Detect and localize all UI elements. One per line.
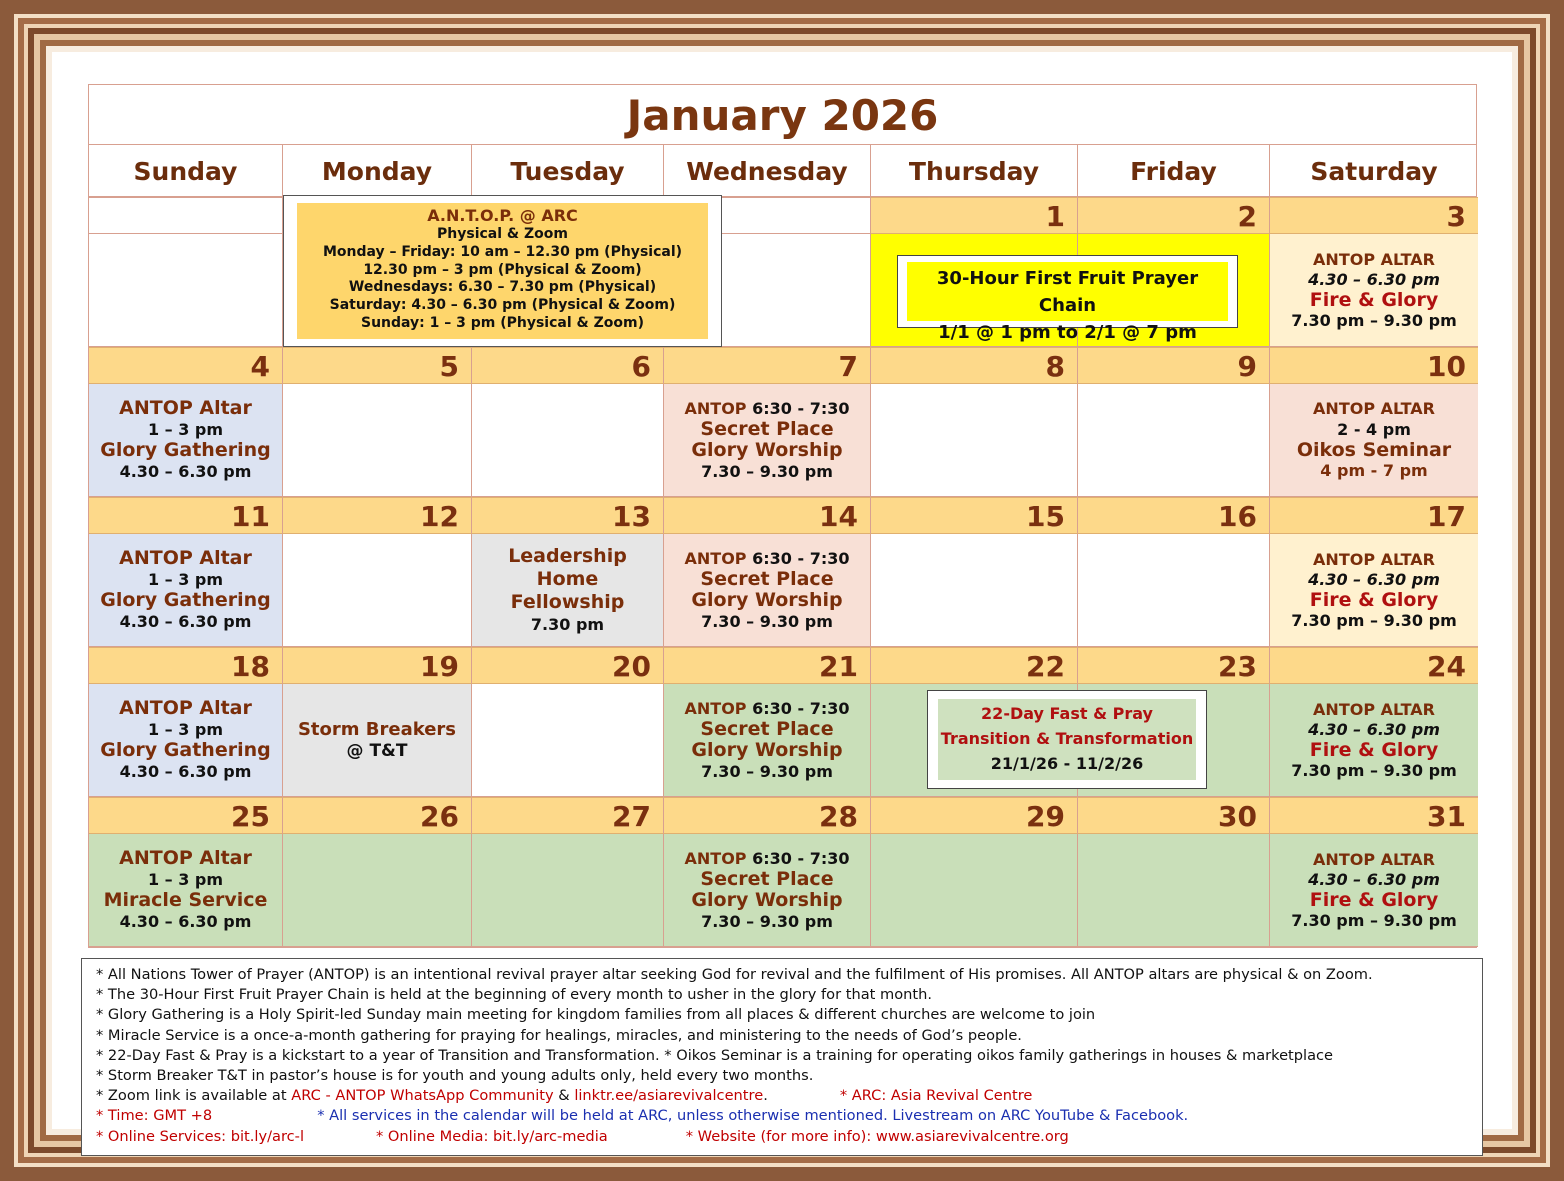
day-cell-event xyxy=(664,384,871,497)
event-time: 4.30 – 6.30 pm xyxy=(119,762,252,781)
date-cell: 26 xyxy=(283,797,472,834)
day-cell xyxy=(89,234,283,347)
date-cell: 18 xyxy=(89,647,283,684)
event-time: 7.30 pm – 9.30 pm xyxy=(1291,310,1457,330)
event-name: Storm Breakers xyxy=(297,719,457,740)
day-cell xyxy=(472,834,664,947)
note-line: * Miracle Service is a once-a-month gathering for praying for healings, miracles, and ministering to the needs of God’s people. xyxy=(96,1026,1022,1044)
event-time: 6:30 - 7:30 xyxy=(752,399,850,418)
date-cell: 5 xyxy=(283,347,472,384)
antop-line: Wednesdays: 6.30 – 7.30 pm (Physical) xyxy=(348,279,657,296)
weekday-header-row xyxy=(89,145,1476,197)
date-cell: 19 xyxy=(283,647,472,684)
day-cell-event xyxy=(1270,534,1478,647)
event-time: 4.30 – 6.30 pm xyxy=(119,612,252,631)
fast-pray-dates: 21/1/26 - 11/2/26 xyxy=(990,754,1144,773)
day-cell-event xyxy=(664,534,871,647)
date-cell: 17 xyxy=(1270,497,1478,534)
date-cell: 1 xyxy=(871,197,1078,234)
day-cell xyxy=(871,834,1078,947)
antop-line: Monday – Friday: 10 am – 12.30 pm (Physical) xyxy=(322,243,683,260)
antop-line: 12.30 pm – 3 pm (Physical & Zoom) xyxy=(363,261,642,278)
event-altar: ANTOP xyxy=(684,549,747,568)
website-link[interactable]: * Website (for more info): www.asiarevivalcentre.org xyxy=(685,1127,1069,1145)
date-cell: 22 xyxy=(871,647,1078,684)
prayer-chain-dates: 1/1 @ 1 pm to 2/1 @ 7 pm xyxy=(938,322,1197,343)
day-cell xyxy=(283,384,472,497)
event-time: 6:30 - 7:30 xyxy=(752,549,850,568)
date-cell: 9 xyxy=(1078,347,1270,384)
date-cell: 21 xyxy=(664,647,871,684)
weekday-header: Sunday xyxy=(89,145,283,197)
event-time: 4.30 – 6.30 pm xyxy=(119,462,252,481)
event-time: 7.30 pm xyxy=(530,615,605,634)
day-cell-event xyxy=(89,834,283,947)
note-line: * 22-Day Fast & Pray is a kickstart to a year of Transition and Transformation. * Oikos Seminar is a training for operating oikos family gatherings in houses & marketplace xyxy=(96,1046,1334,1064)
prayer-chain-panel xyxy=(907,262,1228,343)
date-cell: 4 xyxy=(89,347,283,384)
antop-line: Saturday: 4.30 – 6.30 pm (Physical & Zoom) xyxy=(329,297,676,314)
prayer-chain-box xyxy=(897,255,1238,343)
event-name: Fire & Glory xyxy=(1309,588,1439,611)
event-time: 7.30 – 9.30 pm xyxy=(701,912,833,931)
event-altar: ANTOP ALTAR xyxy=(1313,849,1435,869)
note-line: * Storm Breaker T&T in pastor’s house is for youth and young adults only, held every two months. xyxy=(96,1067,814,1085)
day-cell-event xyxy=(89,684,283,797)
event-time: 6:30 - 7:30 xyxy=(752,849,850,868)
event-time: 4.30 – 6.30 pm xyxy=(1308,719,1440,739)
date-cell: 20 xyxy=(472,647,664,684)
date-cell: 29 xyxy=(871,797,1078,834)
date-cell: 11 xyxy=(89,497,283,534)
day-cell xyxy=(871,384,1078,497)
event-time: 7.30 pm – 9.30 pm xyxy=(1291,610,1457,630)
day-cell xyxy=(283,834,472,947)
event-name: Fire & Glory xyxy=(1309,888,1439,911)
weekday-header: Friday xyxy=(1078,145,1270,197)
antop-line: Physical & Zoom xyxy=(437,226,568,242)
event-time: 4.30 – 6.30 pm xyxy=(1308,869,1440,889)
weekday-header: Thursday xyxy=(871,145,1078,197)
event-name: Glory Worship xyxy=(691,889,843,911)
date-cell: 13 xyxy=(472,497,664,534)
date-cell: 23 xyxy=(1078,647,1270,684)
date-cell: 3 xyxy=(1270,197,1478,234)
event-name: Fire & Glory xyxy=(1309,738,1439,761)
week-row-2-dates xyxy=(89,347,1476,384)
event-altar: ANTOP xyxy=(684,849,747,868)
calendar-title: January 2026 xyxy=(89,85,1476,145)
date-cell: 24 xyxy=(1270,647,1478,684)
event-name: Glory Gathering xyxy=(100,739,271,761)
event-name: Secret Place xyxy=(700,718,834,740)
note-line: * The 30-Hour First Fruit Prayer Chain is held at the beginning of every month to usher in the glory for that month. xyxy=(96,986,933,1004)
date-cell: 8 xyxy=(871,347,1078,384)
event-name: Miracle Service xyxy=(103,889,268,911)
day-cell xyxy=(1078,834,1270,947)
note-text: & xyxy=(553,1087,575,1105)
event-name: Oikos Seminar xyxy=(1296,439,1452,461)
note-text: . xyxy=(763,1087,768,1105)
services-location-note: * All services in the calendar will be held at ARC, unless otherwise mentioned. Livestream on ARC YouTube & Facebook. xyxy=(317,1107,1189,1125)
arc-name-note: * ARC: Asia Revival Centre xyxy=(839,1087,1033,1105)
event-name: Glory Worship xyxy=(691,739,843,761)
day-cell-event xyxy=(1270,234,1478,347)
antop-schedule-panel xyxy=(297,203,708,339)
date-cell: 2 xyxy=(1078,197,1270,234)
note-line xyxy=(96,1127,1468,1147)
event-altar: ANTOP ALTAR xyxy=(1313,549,1435,569)
day-cell xyxy=(1078,384,1270,497)
day-cell-event xyxy=(89,384,283,497)
fast-pray-box xyxy=(927,690,1207,789)
event-time: 7.30 – 9.30 pm xyxy=(701,762,833,781)
day-cell xyxy=(871,534,1078,647)
event-altar: ANTOP Altar xyxy=(119,697,252,719)
event-name: Home xyxy=(536,568,599,590)
date-cell: 6 xyxy=(472,347,664,384)
fast-pray-panel xyxy=(938,699,1196,780)
day-cell-event xyxy=(89,534,283,647)
event-time: 7.30 pm – 9.30 pm xyxy=(1291,910,1457,930)
whatsapp-community-link[interactable]: ARC - ANTOP WhatsApp Community xyxy=(291,1087,554,1105)
note-line: * Glory Gathering is a Holy Spirit-led Sunday main meeting for kingdom families from all places & different churches are welcome to join xyxy=(96,1006,1096,1024)
day-cell-event xyxy=(1270,384,1478,497)
event-time: 7.30 pm – 9.30 pm xyxy=(1291,760,1457,780)
note-text: * Zoom link is available at xyxy=(96,1087,292,1105)
day-cell xyxy=(472,684,664,797)
day-cell xyxy=(1078,534,1270,647)
note-line: * All Nations Tower of Prayer (ANTOP) is an intentional revival prayer altar seeking God for revival and the fulfilment of His promises. All ANTOP altars are physical & on Zoom. xyxy=(96,966,1373,983)
date-cell: 16 xyxy=(1078,497,1270,534)
week-row-3-dates xyxy=(89,497,1476,534)
event-name: Fire & Glory xyxy=(1309,288,1439,311)
antop-title: A.N.T.O.P. @ ARC xyxy=(427,206,578,225)
date-cell xyxy=(89,197,283,234)
antop-line: Sunday: 1 – 3 pm (Physical & Zoom) xyxy=(360,314,644,331)
event-altar: ANTOP ALTAR xyxy=(1313,699,1435,719)
note-line xyxy=(96,1106,1468,1126)
event-name: Secret Place xyxy=(700,418,834,440)
weekday-header: Wednesday xyxy=(664,145,871,197)
online-media-link[interactable]: * Online Media: bit.ly/arc-media xyxy=(376,1127,608,1145)
note-line xyxy=(96,1086,1468,1106)
event-time: 4 pm - 7 pm xyxy=(1320,461,1428,480)
event-altar: ANTOP xyxy=(684,399,747,418)
date-cell: 27 xyxy=(472,797,664,834)
event-time: 1 – 3 pm xyxy=(147,720,224,739)
week-row-5-dates xyxy=(89,797,1476,834)
date-cell: 28 xyxy=(664,797,871,834)
day-cell-event xyxy=(664,834,871,947)
event-name: Glory Gathering xyxy=(100,439,271,461)
fast-pray-title: 22-Day Fast & Pray xyxy=(981,704,1153,723)
event-time: 1 – 3 pm xyxy=(147,420,224,439)
weekday-header: Saturday xyxy=(1310,157,1438,186)
date-cell: 31 xyxy=(1270,797,1478,834)
event-time: 1 – 3 pm xyxy=(147,570,224,589)
event-time: 4.30 – 6.30 pm xyxy=(1308,569,1440,589)
fast-pray-subtitle: Transition & Transformation xyxy=(940,729,1194,748)
date-cell: 14 xyxy=(664,497,871,534)
event-time: 4.30 – 6.30 pm xyxy=(119,912,252,931)
prayer-chain-title: 30-Hour First Fruit Prayer Chain xyxy=(936,268,1199,316)
event-altar: ANTOP Altar xyxy=(119,547,252,569)
date-cell: 30 xyxy=(1078,797,1270,834)
event-time: 6:30 - 7:30 xyxy=(752,699,850,718)
day-cell-event xyxy=(1270,684,1478,797)
event-time: 4.30 – 6.30 pm xyxy=(1308,269,1440,289)
time-zone-note: * Time: GMT +8 xyxy=(96,1107,213,1125)
date-cell: 15 xyxy=(871,497,1078,534)
weekday-header: Tuesday xyxy=(472,145,664,197)
footnotes xyxy=(81,958,1483,1156)
event-name: Glory Worship xyxy=(691,439,843,461)
weekday-header: Monday xyxy=(283,145,472,197)
date-cell: 10 xyxy=(1270,347,1478,384)
event-time: 1 – 3 pm xyxy=(147,870,224,889)
day-cell-event xyxy=(472,534,664,647)
event-time: 7.30 – 9.30 pm xyxy=(701,612,833,631)
event-altar: ANTOP Altar xyxy=(119,397,252,419)
event-name: Glory Worship xyxy=(691,589,843,611)
day-cell xyxy=(283,534,472,647)
event-name: Secret Place xyxy=(700,568,834,590)
day-cell-event xyxy=(664,684,871,797)
day-cell xyxy=(472,384,664,497)
linktree-link[interactable]: linktr.ee/asiarevivalcentre xyxy=(574,1087,764,1105)
event-altar: ANTOP Altar xyxy=(119,847,252,869)
online-services-link[interactable]: * Online Services: bit.ly/arc-l xyxy=(96,1127,304,1145)
event-place: @ T&T xyxy=(346,741,408,761)
day-cell-event xyxy=(1270,834,1478,947)
event-name: Leadership xyxy=(508,545,627,567)
event-time: 2 - 4 pm xyxy=(1337,420,1411,439)
event-name: Fellowship xyxy=(510,591,625,613)
event-name: Secret Place xyxy=(700,868,834,890)
event-name: Glory Gathering xyxy=(100,589,271,611)
event-altar: ANTOP ALTAR xyxy=(1313,399,1435,418)
date-cell: 7 xyxy=(664,347,871,384)
event-altar: ANTOP ALTAR xyxy=(1313,249,1435,269)
week-row-4-dates xyxy=(89,647,1476,684)
date-cell: 25 xyxy=(89,797,283,834)
antop-schedule-box xyxy=(283,195,722,347)
date-cell: 12 xyxy=(283,497,472,534)
event-time: 7.30 – 9.30 pm xyxy=(701,462,833,481)
event-altar: ANTOP xyxy=(684,699,747,718)
day-cell-event xyxy=(283,684,472,797)
